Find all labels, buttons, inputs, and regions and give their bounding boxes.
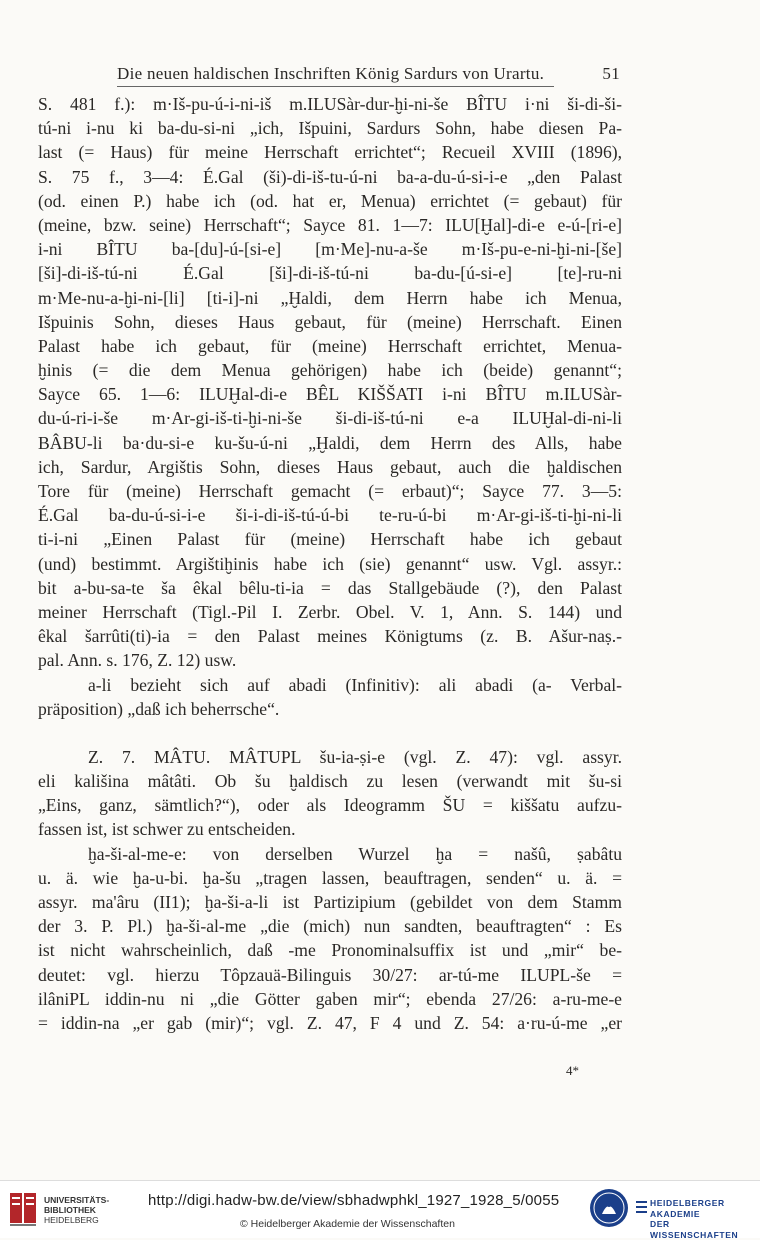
text-line: Išpuinis Sohn, dieses Haus gebaut, für (meine) Herrschaft. Einen [38,311,622,332]
body-text [38,92,622,1035]
text-line: i-ni BÎTU ba-[du]-ú-[si-e] [m·Me]-nu-a-še m·Iš-pu-e-ni-ḫi-ni-[še] [38,239,622,260]
text-line: (und) bestimmt. Argištiḫinis habe ich (sie) genannt“ usw. Vgl. assyr.: [38,553,622,574]
text-line: präposition) „daß ich beherrsche“. [38,698,280,719]
university-library-logo-icon [8,1191,38,1227]
header-rule [117,86,554,87]
university-library-name: UNIVERSITÄTS- BIBLIOTHEK HEIDELBERG [44,1195,110,1225]
text-line: Z. 7. MÂTU. MÂTUPL šu-ia-ṣi-e (vgl. Z. 47): vgl. assyr. [88,746,622,767]
text-line: BÂBU-li ba·du-si-e ku-šu-ú-ni „Ḫaldi, dem Herrn des Alls, habe [38,432,622,453]
page-number: 51 [602,64,620,83]
text-line: meiner Herrschaft (Tigl.-Pil I. Zerbr. Obel. V. 1, Ann. S. 144) und [38,601,622,622]
text-line: êkal šarrûti(ti)-ia = den Palast meines Königtums (z. B. Ašur-naṣ.- [38,626,622,647]
viewer-footer [0,1180,760,1238]
text-line: „Eins, ganz, sämtlich?“), oder als Ideogramm ŠU = kiššatu aufzu- [38,795,622,816]
text-line: ti-i-ni „Einen Palast für (meine) Herrschaft habe ich gebaut [38,529,622,550]
text-line: last (= Haus) für meine Herrschaft errichtet“; Recueil XVIII (1896), [38,142,622,163]
text-line: S. 481 f.): m·Iš-pu-ú-i-ni-iš m.ILUSàr-dur-ḫi-ni-še BÎTU i·ni ši-di-ši- [38,94,622,114]
text-line: Tore für (meine) Herrschaft gemacht (= erbaut)“; Sayce 77. 3—5: [38,481,622,501]
text-line: [ši]-di-iš-tú-ni É.Gal [ši]-di-iš-tú-ni ba-du-[ú-si-e] [te]-ru-ni [38,263,622,284]
text-line: ilâniPL iddin-nu ni „die Götter gaben mir“; ebenda 27/26: a-ru-me-e [38,988,622,1009]
text-line: a-li bezieht sich auf abadi (Infinitiv): ali abadi (a- Verbal- [88,674,622,695]
text-line: ist nicht wahrscheinlich, daß -me Pronominalsuffix ist und „mir“ be- [38,940,622,961]
text-line: ich, Sardur, Argištis Sohn, dieses Haus gebaut, auch die ḫaldischen [38,456,622,477]
running-head-title: Die neuen haldischen Inschriften König Sardurs von Urartu. [117,64,545,83]
text-line: = iddin-na „er gab (mir)“; vgl. Z. 47, F 4 und Z. 54: a·ru-ú-me „er [38,1012,622,1033]
text-line: fassen ist, ist schwer zu entscheiden. [38,819,296,840]
text-line: S. 75 f., 3—4: É.Gal (ši)-di-iš-tu-ú-ni ba-a-du-ú-si-i-e „den Palast [38,166,622,187]
text-line: eli kališina mâtâti. Ob šu ḫaldisch zu lesen (verwandt mit šu-si [38,771,622,792]
text-line: (meine, bzw. seine) Herrschaft“; Sayce 81. 1—7: ILU[Ḫal]-di-e e-ú-[ri-e] [38,214,622,235]
text-line: (od. einen P.) habe ich (od. hat er, Menua) errichtet (= gebaut) für [38,190,622,211]
academy-menu-icon [636,1201,647,1216]
text-line: ḫinis (= die dem Menua gehörigen) habe ich (beide) genannt“; [38,360,622,381]
text-line: assyr. ma'âru (II1); ḫa-ši-a-li ist Partizipium (gebildet von dem Stamm [38,892,622,912]
text-line: u. ä. wie ḫa-u-bi. ḫa-šu „tragen lassen, beauftragen, senden“ u. ä. = [38,867,622,888]
signature-mark: 4* [566,1063,579,1078]
text-line: É.Gal ba-du-ú-si-i-e ši-i-di-iš-tú-ú-bi te-ru-ú-bi m·Ar-gi-iš-ti-ḫi-ni-li [38,505,622,526]
text-line: du-ú-ri-i-še m·Ar-gi-iš-ti-ḫi-ni-še ši-di-iš-tú-ni e-a ILUḪal-di-ni-li [38,408,622,429]
academy-name: HEIDELBERGER AKADEMIE DER WISSENSCHAFTEN [650,1198,739,1240]
text-line: m·Me-nu-a-ḫi-ni-[li] [ti-i]-ni „Ḫaldi, dem Herrn habe ich Menua, [38,287,622,308]
text-line: Sayce 65. 1—6: ILUḪal-di-e BÊL KIŠŠATI i-ni BÎTU m.ILUSàr- [38,384,622,405]
text-line: bit a-bu-sa-te ša êkal bêlu-ti-ia = das Stallgebäude (?), den Palast [38,577,622,598]
text-line: pal. Ann. s. 176, Z. 12) usw. [38,650,237,671]
text-line: der 3. P. Pl.) ḫa-ši-al-me „die (mich) nun sandten, beauftragten“ : Es [38,916,622,937]
text-line: Palast habe ich gebaut, für (meine) Herrschaft errichtet, Menua- [38,335,622,356]
text-line: deutet: vgl. hierzu Tôpzauä-Bilinguis 30/27: ar-tú-me ILUPL-še = [38,964,622,985]
copyright-notice: © Heidelberger Akademie der Wissenschaften [240,1218,455,1230]
text-line: ḫa-ši-al-me-e: von derselben Wurzel ḫa = našû, ṣabâtu [88,843,622,864]
academy-seal-icon [589,1188,629,1228]
text-line: tú-ni i-nu ki ba-du-si-ni „ich, Išpuini, Sardurs Sohn, habe diesen Pa- [38,118,622,139]
permalink-url[interactable]: http://digi.hadw-bw.de/view/sbhadwphkl_1927_1928_5/0055 [148,1192,560,1209]
